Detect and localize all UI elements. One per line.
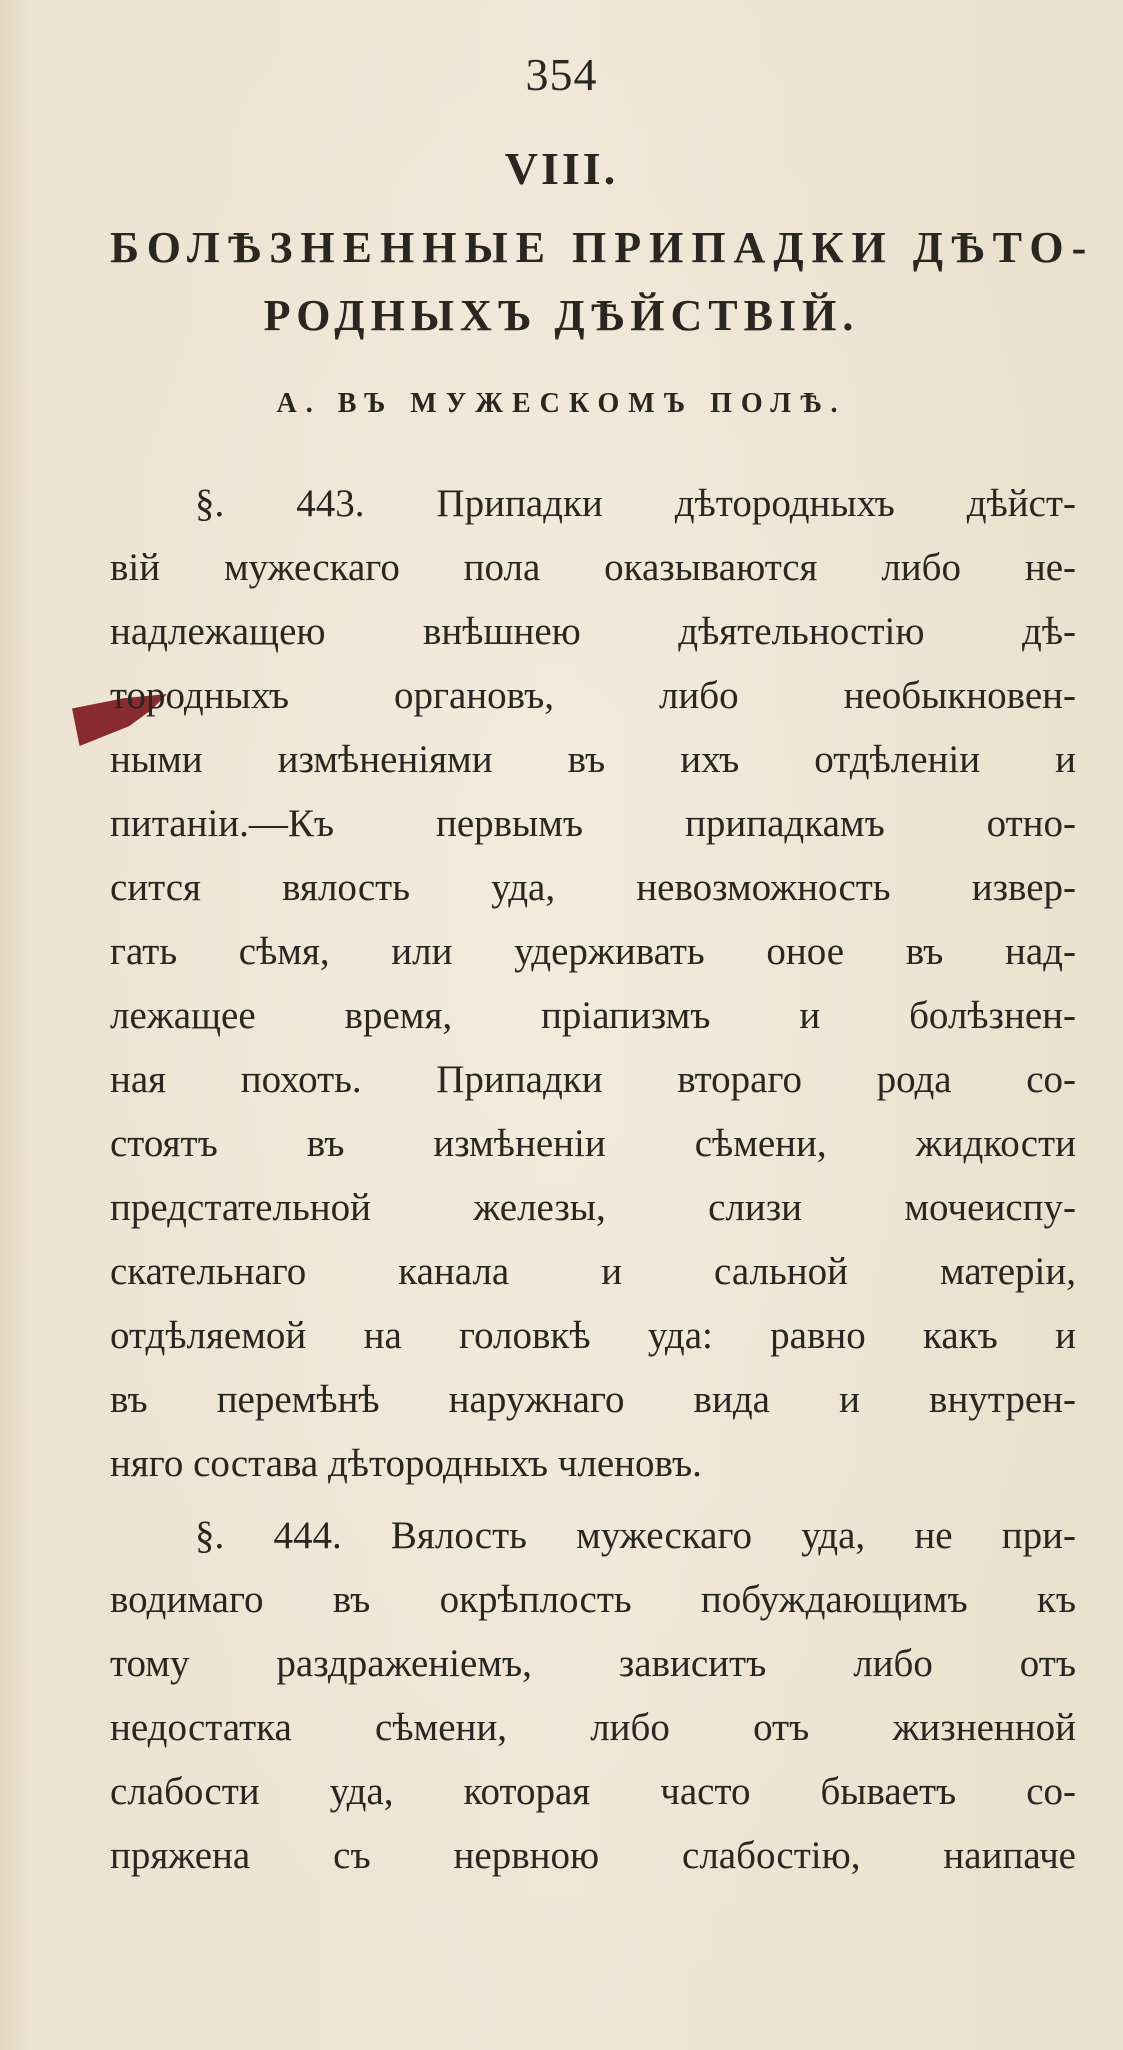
text-line: отдѣляемой на головкѣ уда: равно какъ и	[110, 1314, 1076, 1357]
paragraph-443	[110, 472, 1076, 1496]
text-line: питаніи.—Къ первымъ припадкамъ отно-	[110, 802, 1076, 845]
text-line: §. 444. Вялость мужескаго уда, не при-	[195, 1514, 1076, 1557]
text-line: предстательной железы, слизи мочеиспу-	[110, 1186, 1076, 1229]
text-line: вій мужескаго пола оказываются либо не-	[110, 546, 1076, 589]
text-line: тому раздраженіемъ, зависитъ либо отъ	[110, 1642, 1076, 1685]
text-line: скательнаго канала и сальной матеріи,	[110, 1250, 1076, 1293]
text-line: недостатка сѣмени, либо отъ жизненной	[110, 1706, 1076, 1749]
section-title: А. ВЪ МУЖЕСКОМЪ ПОЛѢ.	[276, 388, 847, 419]
text-line: лежащее время, пріапизмъ и болѣзнен-	[110, 994, 1076, 1037]
text-line: сится вялость уда, невозможность извер-	[110, 866, 1076, 909]
paragraph-444	[110, 1504, 1076, 1888]
text-line: водимаго въ окрѣплость побуждающимъ къ	[110, 1578, 1076, 1621]
text-line: надлежащею внѣшнею дѣятельностію дѣ-	[110, 610, 1076, 653]
text-line: ными измѣненіями въ ихъ отдѣленіи и	[110, 738, 1076, 781]
chapter-number: VIII.	[504, 143, 619, 194]
text-line: ная похоть. Припадки втораго рода со-	[110, 1058, 1076, 1101]
text-line: §. 443. Припадки дѣтородныхъ дѣйст-	[195, 482, 1076, 525]
page-number: 354	[525, 49, 598, 100]
text-line: няго состава дѣтородныхъ членовъ.	[110, 1442, 702, 1485]
chapter-title-line-2: РОДНЫХЪ ДѢЙСТВІЙ.	[263, 291, 860, 340]
text-line: тородныхъ органовъ, либо необыкновен-	[110, 674, 1076, 717]
text-line: пряжена съ нервною слабостію, наипаче	[110, 1834, 1076, 1877]
text-line: слабости уда, которая часто бываетъ со-	[110, 1770, 1076, 1813]
text-line: гать сѣмя, или удерживать оное въ над-	[110, 930, 1076, 973]
text-line: стоятъ въ измѣненіи сѣмени, жидкости	[110, 1122, 1076, 1165]
text-line: въ перемѣнѣ наружнаго вида и внутрен-	[110, 1378, 1076, 1421]
chapter-title-line-1: БОЛѢЗНЕННЫЕ ПРИПАДКИ ДѢТО-	[110, 223, 1095, 272]
